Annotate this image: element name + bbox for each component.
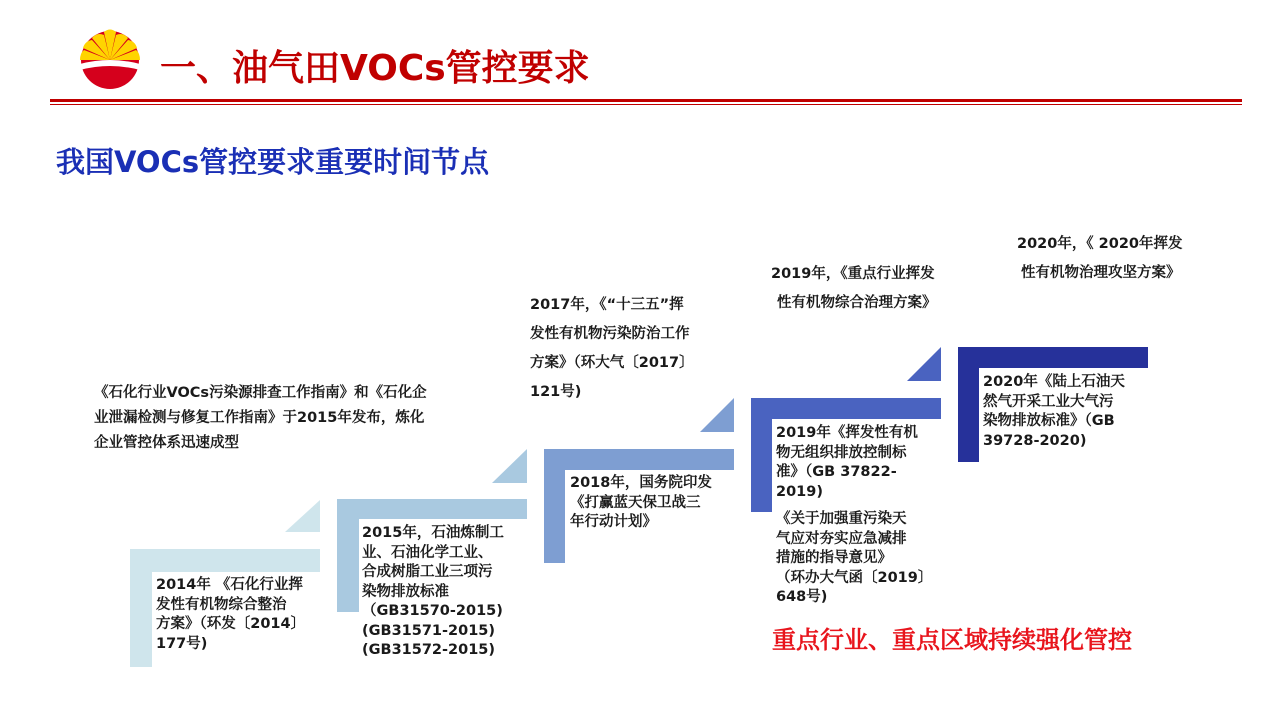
step-2-text <box>362 524 504 661</box>
step-5-line: 39728-2020) <box>983 432 1087 449</box>
step-5-line: 染物排放标准》（GB <box>983 413 1115 429</box>
note-2020-line: 性有机物治理攻坚方案》 <box>1021 265 1181 281</box>
below-note-line: 措施的指导意见》 <box>776 550 892 566</box>
step-2-line: (GB31572-2015) <box>362 642 496 658</box>
step-2-line: 合成树脂工业三项污 <box>362 564 493 580</box>
below-note-line: 气应对夯实应急减排 <box>776 530 907 547</box>
step-4-below-note <box>776 510 932 608</box>
step-5-text <box>983 373 1125 451</box>
note-2020 <box>1017 230 1183 288</box>
section-subtitle: 我国VOCs管控要求重要时间节点 <box>56 145 490 179</box>
slogan: 重点行业、重点区域持续强化管控 <box>772 626 1132 654</box>
note-2017-line: 发性有机物污染防治工作 <box>530 326 690 342</box>
step-1-line: 2014年 《石化行业挥 <box>156 577 303 593</box>
step-2-line: 2015年，石油炼制工 <box>362 525 504 541</box>
step-1-line: 方案》（环发〔2014〕 <box>156 616 306 632</box>
note-2017-line: 2017年，《“十三五”挥 <box>530 297 684 313</box>
note-2019 <box>771 260 937 318</box>
step-1-text <box>156 576 305 654</box>
step-2-line: 染物排放标准 <box>362 583 449 600</box>
note-2020-line: 2020年，《 2020年挥发 <box>1017 236 1183 252</box>
note-2019-line: 2019年，《重点行业挥发 <box>771 266 935 282</box>
step-1-line: 发性有机物综合整治 <box>156 596 287 613</box>
note-2017 <box>530 291 694 407</box>
note-2019-line: 性有机物综合治理方案》 <box>777 295 937 311</box>
intro-note-line: 企业管控体系迅速成型 <box>94 435 239 451</box>
intro-note-line: 《石化行业VOCs污染源排查工作指南》和《石化企 <box>94 385 427 401</box>
step-5-line: 2020年《陆上石油天 <box>983 374 1125 390</box>
step-2-line: 业、石油化学工业、 <box>362 544 493 561</box>
step-4-line: 物无组织排放控制标 <box>776 444 907 461</box>
intro-note <box>94 381 427 456</box>
step-4-line: 准》（GB 37822- <box>776 464 897 480</box>
step-3-text <box>570 474 712 533</box>
below-note-line: 648号) <box>776 589 828 605</box>
step-4-text <box>776 424 918 502</box>
step-1-line: 177号) <box>156 635 208 652</box>
below-note-line: （环办大气函〔2019〕 <box>776 569 933 586</box>
note-2017-line: 方案》（环大气〔2017〕 <box>530 355 694 371</box>
step-2-line: （GB31570-2015) <box>362 603 503 619</box>
step-4-line: 2019年《挥发性有机 <box>776 425 918 441</box>
step-3-line: 年行动计划》 <box>570 514 657 530</box>
intro-note-line: 业泄漏检测与修复工作指南》于2015年发布，炼化 <box>94 410 425 426</box>
note-2017-line: 121号) <box>530 384 582 400</box>
step-4-line: 2019) <box>776 483 823 500</box>
step-5-line: 然气开采工业大气污 <box>983 393 1114 410</box>
page-title: 一、油气田VOCs管控要求 <box>160 48 590 89</box>
below-note-line: 《关于加强重污染天 <box>776 511 907 527</box>
step-3-line: 2018年，国务院印发 <box>570 475 712 491</box>
step-3-line: 《打赢蓝天保卫战三 <box>570 494 701 511</box>
step-2-line: (GB31571-2015) <box>362 622 496 639</box>
